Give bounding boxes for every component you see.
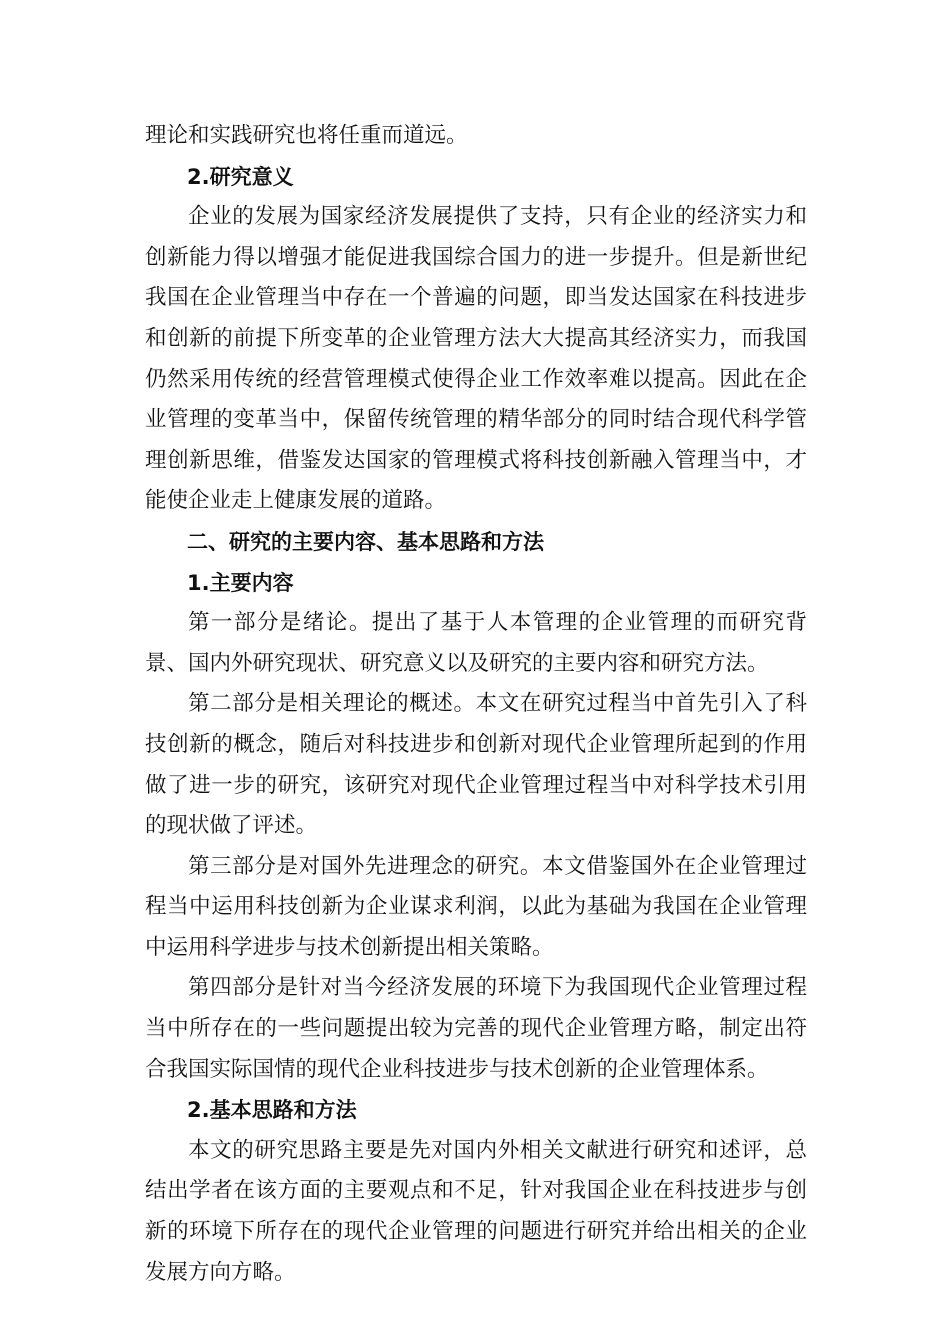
paragraph-continuation: 理论和实践研究也将任重而道远。 <box>145 123 468 148</box>
paragraph-part-two: 第二部分是相关理论的概述。本文在研究过程当中首先引入了科技创新的概念，随后对科技进步和创新对现代企业管理所起到的作用做了进一步的研究，该研究对现代企业管理过程当中对科学技术引用的现状做了评述。 <box>145 691 807 839</box>
heading-approach-methods: 2.基本思路和方法 <box>187 1098 357 1123</box>
paragraph-part-three: 第三部分是对国外先进理念的研究。本文借鉴国外在企业管理过程当中运用科技创新为企业谋求利润，以此为基础为我国在企业管理中运用科学进步与技术创新提出相关策略。 <box>145 853 807 960</box>
paragraph-significance: 企业的发展为国家经济发展提供了支持，只有企业的经济实力和创新能力得以增强才能促进我国综合国力的进一步提升。但是新世纪我国在企业管理当中存在一个普遍的问题，即当发达国家在科技进步和创新的前提下所变革的企业管理方法大大提高其经济实力，而我国仍然采用传统的经营管理模式使得企业工作效率难以提高。因此在企业管理的变革当中，保留传统管理的精华部分的同时结合现代科学管理创新思维，借鉴发达国家的管理模式将科技创新融入管理当中，才能使企业走上健康发展的道路。 <box>145 204 807 514</box>
paragraph-part-one: 第一部分是绪论。提出了基于人本管理的企业管理的而研究背景、国内外研究现状、研究意义以及研究的主要内容和研究方法。 <box>145 610 807 676</box>
heading-research-significance: 2.研究意义 <box>187 164 294 189</box>
paragraph-approach: 本文的研究思路主要是先对国内外相关文献进行研究和述评，总结出学者在该方面的主要观点和不足，针对我国企业在科技进步与创新的环境下所存在的现代企业管理的问题进行研究并给出相关的企业发展方向方略。 <box>145 1137 807 1285</box>
paragraph-part-four: 第四部分是针对当今经济发展的环境下为我国现代企业管理过程当中所存在的一些问题提出较为完善的现代企业管理方略，制定出符合我国实际国情的现代企业科技进步与技术创新的企业管理体系。 <box>145 975 807 1082</box>
heading-main-content: 1.主要内容 <box>187 570 294 595</box>
heading-section-two: 二、研究的主要内容、基本思路和方法 <box>187 529 544 554</box>
document-page <box>145 116 807 1293</box>
